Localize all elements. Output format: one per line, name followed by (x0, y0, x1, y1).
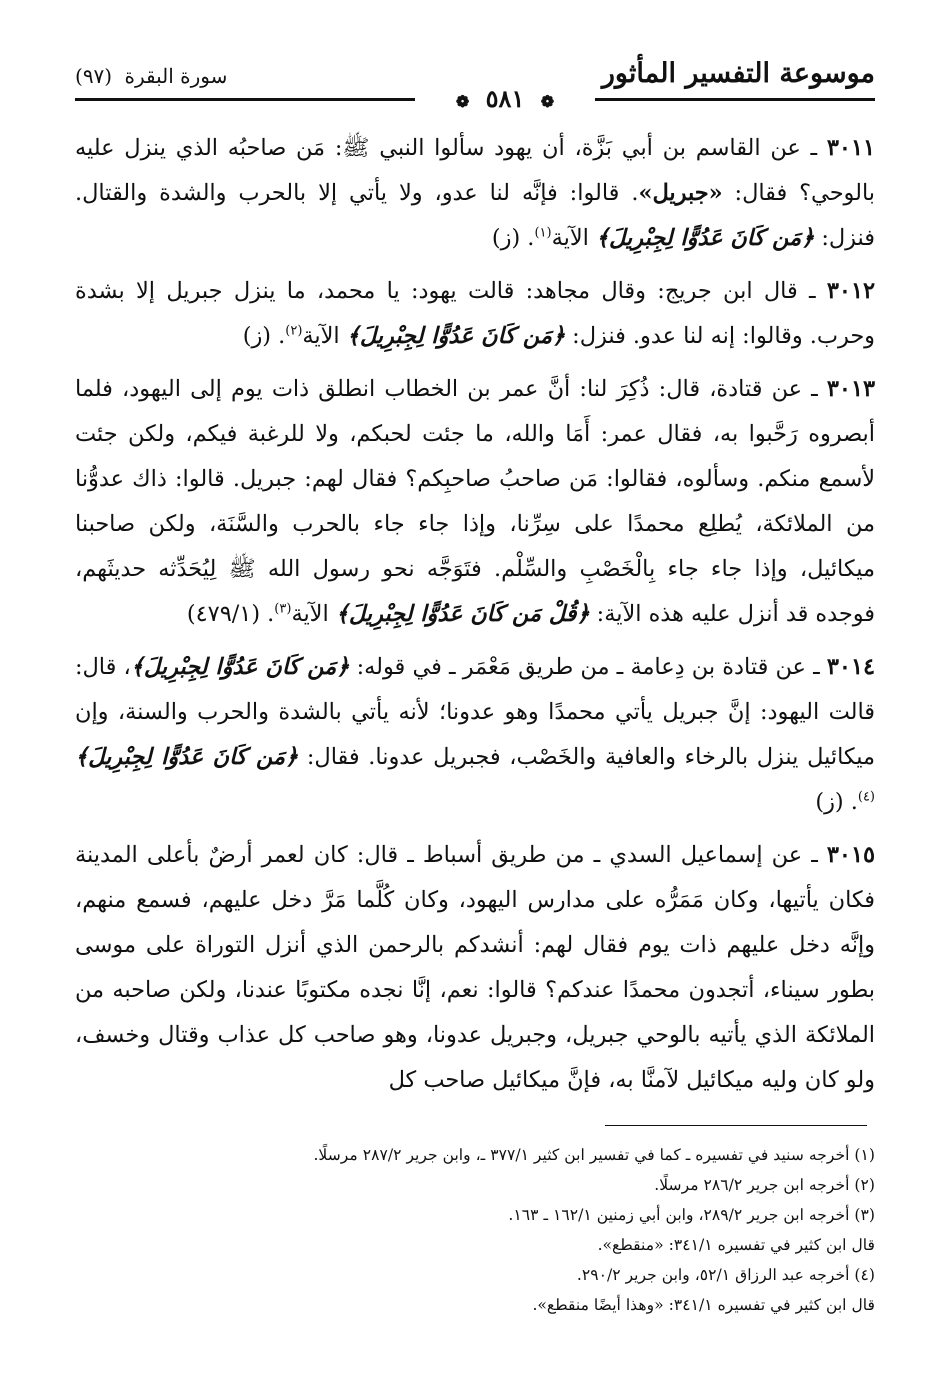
ornament-icon: ❁ (455, 92, 470, 111)
footnote: (٤) أخرجه عبد الرزاق ٥٢/١، وابن جرير ٢٩٠/٢. (576, 1266, 875, 1284)
main-text (75, 126, 875, 1103)
surah-number: (٩٧) (75, 64, 113, 88)
page-number-block (415, 84, 595, 113)
footnote-ref: (٣) (274, 601, 292, 617)
footnote: (١) أخرجه سنيد في تفسيره ـ كما في تفسير ابن كثير ٣٧٧/١ ـ، وابن جرير ٢٨٧/٢ مرسلًا. (313, 1146, 875, 1164)
header-rule-right (595, 98, 875, 101)
entry-text: . (ز) (815, 789, 858, 815)
footnote-ref: (٢) (285, 323, 303, 339)
entry-3014 (75, 645, 875, 825)
footnote-ref: (١) (534, 225, 552, 241)
footnote: (٢) أخرجه ابن جرير ٢٨٦/٢ مرسلًا. (654, 1176, 875, 1194)
footnote: قال ابن كثير في تفسيره ٣٤١/١: «وهذا أيضًا منقطع». (532, 1296, 875, 1314)
footnotes (75, 1140, 875, 1320)
quote-bold: «جبريل» (638, 180, 723, 206)
quran-verse: ﴿مَن كَانَ عَدُوًّا لِجِبْرِيلَ﴾ (346, 323, 566, 349)
entry-text: ـ عن قتادة بن دِعامة ـ من طريق مَعْمَر ـ في قوله: (349, 654, 827, 680)
quran-verse: ﴿مَن كَانَ عَدُوًّا لِجِبْرِيلَ﴾ (75, 744, 299, 770)
entry-number: ٣٠١٥ (826, 842, 875, 868)
entry-3011 (75, 126, 875, 261)
entry-text: الآية (551, 225, 596, 251)
page-number: ٥٨١ (485, 84, 525, 113)
entry-text: الآية (291, 601, 336, 627)
footnote-divider (605, 1125, 867, 1126)
footnote: (٣) أخرجه ابن جرير ٢٨٩/٢، وابن أبي زمنين ١٦٢/١ ـ ١٦٣. (508, 1206, 875, 1224)
page-header (75, 48, 875, 113)
entry-text: ـ عن إسماعيل السدي ـ من طريق أسباط ـ قال: كان لعمر أرضٌ بأعلى المدينة فكان يأتيها، وكان مَمَرُّه على مدارس اليهود، وكان كُلَّما مَرَّ دخل عليهم، فسمع منهم، وإنَّه دخل عليهم ذات يوم فقال لهم: أنشدكم بالرحمن الذي أنزل التوراة على موسى بطور سيناء، أتجدون محمدًا عندكم؟ قالوا: نعم، إنَّا نجده مكتوبًا عندنا، ولكن صاحبه من الملائكة الذي يأتيه بالوحي جبريل، وجبريل عدونا، وهو صاحب كل عذاب وقتال وخسف، ولو كان وليه ميكائيل لآمنَّا به، فإنَّ ميكائيل صاحب كل (75, 842, 875, 1093)
quran-verse: ﴿مَن كَانَ عَدُوًّا لِجِبْرِيلَ﴾ (130, 654, 350, 680)
entry-text: . (ز) (491, 225, 535, 251)
entry-text: . (ز) (242, 323, 286, 349)
entry-number: ٣٠١١ (826, 135, 875, 161)
entry-text: ـ عن قتادة، قال: ذُكِرَ لنا: أنَّ عمر بن الخطاب انطلق ذات يوم إلى اليهود، فلما أبصروه رَحَّبوا به، فقال عمر: أَمَا والله، ما جئت لحبكم، ولا للرغبة فيكم، ولكن جئت لأسمع منكم. وسألوه، فقالوا: مَن صاحبُ صاحبِكم؟ فقال لهم: جبريل. قالوا: ذاك عدوُّنا من الملائكة، يُطلِع محمدًا على سِرِّنا، وإذا جاء جاء بالحرب والسَّنَة، ولكن صاحبنا ميكائيل، وإذا جاء جاء بِالْخَصْبِ والسِّلْم. فتَوَجَّه نحو رسول الله ﷺ لِيُحَدِّثه حديثَهم، فوجده قد أنزل عليه هذه الآية: (75, 376, 875, 627)
entry-number: ٣٠١٣ (826, 376, 875, 402)
surah-label (75, 64, 227, 88)
entry-number: ٣٠١٢ (826, 278, 875, 304)
entry-text: . قالوا: فإنَّه لنا عدو، ولا يأتي إلا بالحرب والشدة والقتال. فنزل: (75, 180, 875, 251)
ornament-icon: ❁ (540, 92, 555, 111)
entry-text: . (٤٧٩/١) (186, 601, 275, 627)
book-title: موسوعة التفسير المأثور (601, 58, 875, 89)
entry-3012 (75, 269, 875, 359)
entry-text: ـ قال ابن جريج: وقال مجاهد: قالت يهود: يا محمد، ما ينزل جبريل إلا بشدة وحرب. وقالوا: إنه لنا عدو. فنزل: (75, 278, 875, 349)
footnote: قال ابن كثير في تفسيره ٣٤١/١: «منقطع». (597, 1236, 875, 1254)
quran-verse: ﴿قُلْ مَن كَانَ عَدُوًّا لِجِبْرِيلَ﴾ (335, 601, 590, 627)
entry-text: الآية (302, 323, 347, 349)
footnote-ref: (٤) (857, 789, 875, 805)
header-rule-left (75, 98, 415, 101)
quran-verse: ﴿مَن كَانَ عَدُوًّا لِجِبْرِيلَ﴾ (595, 225, 815, 251)
entry-3013 (75, 367, 875, 637)
entry-text: ـ عن القاسم بن أبي بَزَّة، أن يهود سألوا النبي ﷺ: مَن صاحبُه الذي ينزل عليه بالوحي؟ فقال: (75, 135, 876, 206)
entry-text: ، قال: قالت اليهود: إنَّ جبريل يأتي محمدًا وهو عدونا؛ لأنه يأتي بالشدة والحرب والسنة، وإن ميكائيل ينزل بالرخاء والعافية والخَصْب، فجبريل عدونا. فقال: (75, 654, 876, 770)
entry-number: ٣٠١٤ (826, 654, 875, 680)
surah-name: سورة البقرة (124, 64, 228, 88)
entry-3015 (75, 833, 875, 1103)
page (75, 48, 875, 1320)
